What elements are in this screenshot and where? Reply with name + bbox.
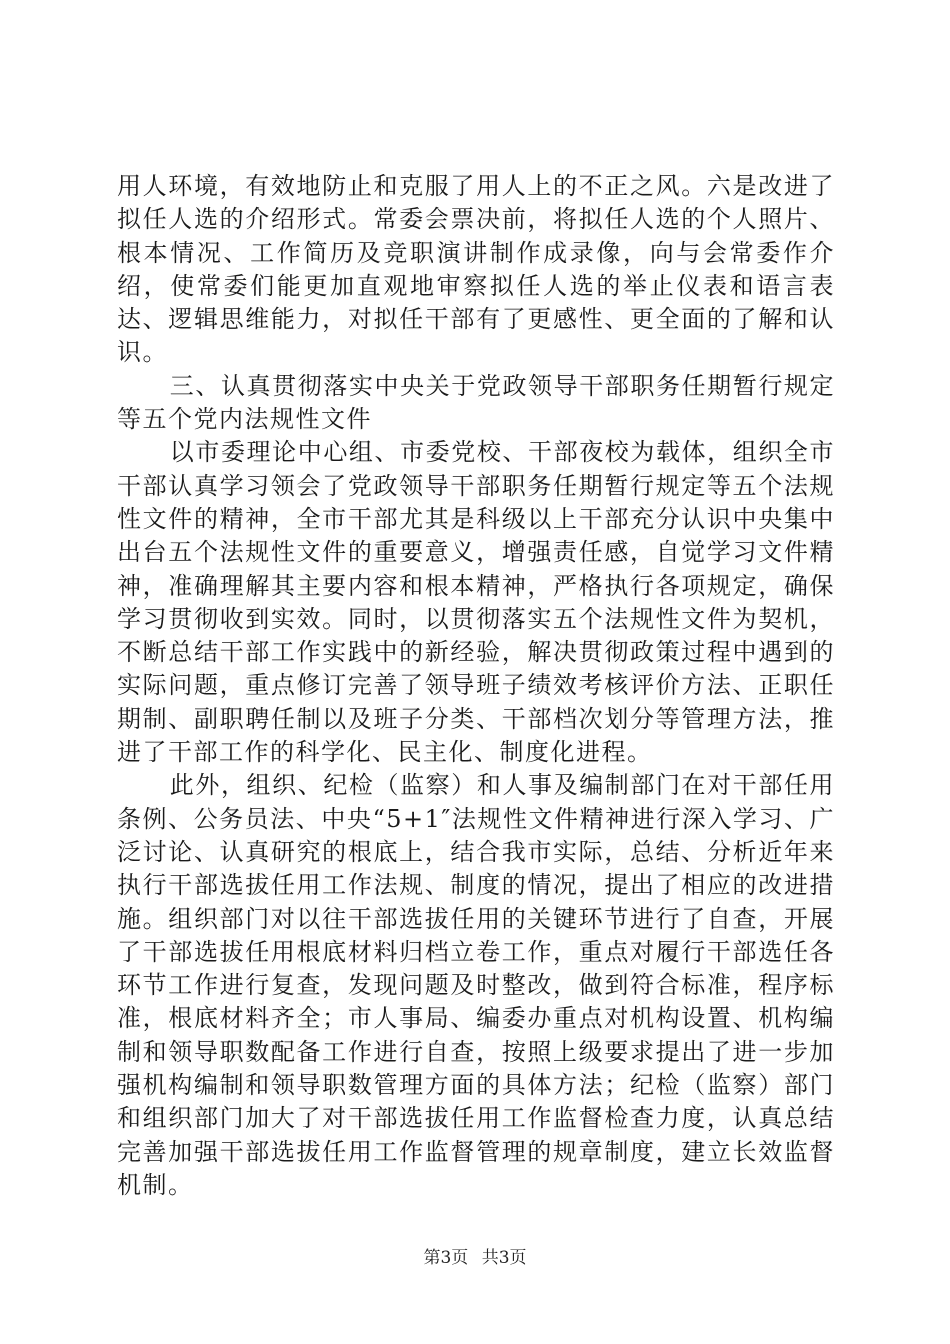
paragraph-study: 以市委理论中心组、市委党校、干部夜校为载体，组织全市干部认真学习领会了党政领导干部职务任期暂行规定等五个法规性文件的精神，全市干部尤其是科级以上干部充分认识中央集中出台五个法规性文件的重要意义，增强责任感，自觉学习文件精神，准确理解其主要内容和根本精神，严格执行各项规定，确保学习贯彻收到实效。同时，以贯彻落实五个法规性文件为契机，不断总结干部工作实践中的新经验，解决贯彻政策过程中遇到的实际问题，重点修订完善了领导班子绩效考核评价方法、正职任期制、副职聘任制以及班子分类、干部档次划分等管理方法，推进了干部工作的科学化、民主化、制度化进程。 — [117, 438, 835, 767]
page-footer — [0, 1243, 950, 1268]
page-total: 共3页 — [481, 1248, 527, 1268]
document-body — [117, 170, 835, 1202]
page-number: 第3页 — [423, 1248, 469, 1268]
paragraph-supervision: 此外，组织、纪检（监察）和人事及编制部门在对干部任用条例、公务员法、中央“5+1″法规性文件精神进行深入学习、广泛讨论、认真研究的根底上，结合我市实际，总结、分析近年来执行干部选拔任用工作法规、制度的情况，提出了相应的改进措施。组织部门对以往干部选拔任用的关键环节进行了自查，开展了干部选拔任用根底材料归档立卷工作，重点对履行干部选任各环节工作进行复查，发现问题及时整改，做到符合标准，程序标准，根底材料齐全；市人事局、编委办重点对机构设置、机构编制和领导职数配备工作进行自查，按照上级要求提出了进一步加强机构编制和领导职数管理方面的具体方法；纪检（监察）部门和组织部门加大了对干部选拔任用工作监督检查力度，认真总结完善加强干部选拔任用工作监督管理的规章制度，建立长效监督机制。 — [117, 771, 835, 1199]
paragraph-continuation: 用人环境，有效地防止和克服了用人上的不正之风。六是改进了拟任人选的介绍形式。常委会票决前，将拟任人选的个人照片、根本情况、工作简历及竞职演讲制作成录像，向与会常委作介绍，使常委们能更加直观地审察拟任人选的举止仪表和语言表达、逻辑思维能力，对拟任干部有了更感性、更全面的了解和认识。 — [117, 172, 835, 367]
section-heading: 三、认真贯彻落实中央关于党政领导干部职务任期暂行规定等五个党内法规性文件 — [117, 371, 835, 434]
